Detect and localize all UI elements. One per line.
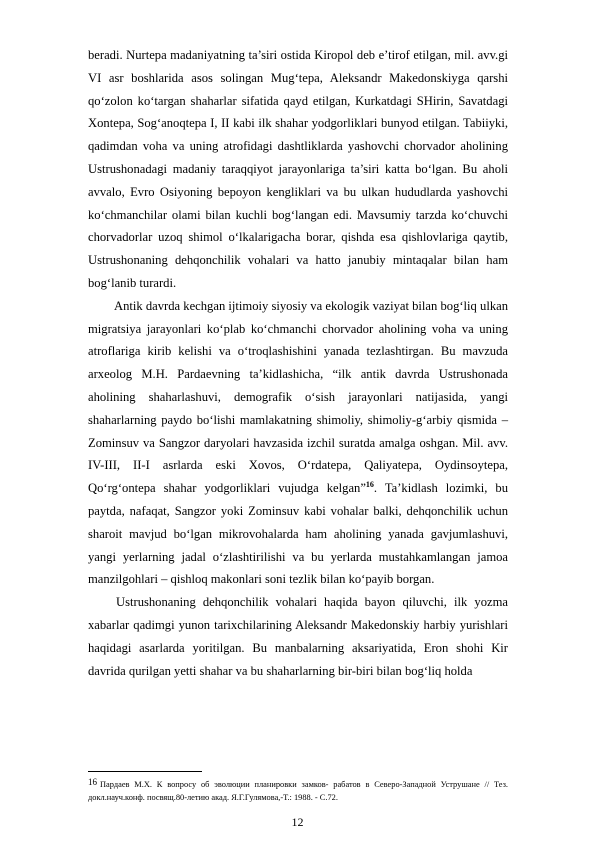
paragraph-2-text: Antik davrda kechgan ijtimoiy siyosiy va ekologik vaziyat bilan bog‘liq ulkan migratsiya jarayonlari ko‘plab ko‘chmanchi chorvador aholining voha va uning atroflariga kirib kelishi va o‘troqlashishini yanada tezlashtirgan. Bu mavzuda arxeolog M.H. Pardaevning ta’kidlashicha, “ilk antik davrda Ustrushonada aholining shaharlashuvi, demografik o‘sish jarayonlari natijasida, yangi shaharlarning paydo bo‘lishi mamlakatning shimoliy, shimoliy-g‘arbiy qismida – Zominsuv va Sangzor daryolari havzasida izchil suratda amalga oshgan. Mil. avv. IV-III, II-I asrlarda eski Xovos, O‘rdatepa, Qaliyatepa, Oydinsoytepa, Qo‘rg‘ontepa shahar yodgorliklari vujudga kelgan” [88, 298, 508, 496]
paragraph-1: beradi. Nurtepa madaniyatning ta’siri ostida Kiropol deb e’tirof etilgan, mil. avv.gi VI asr boshlarida asos solingan Mug‘tepa, Aleksandr Makedonskiyga qarshi qo‘zolon ko‘targan shaharlar sifatida qayd etilgan, Kurkatdagi SHirin, Savatdagi Xontepa, Sog‘anoqtepa I, II kabi ilk shahar yodgorliklari bunyod etilgan. Tabiiyki, qadimdan voha va uning atrofidagi dashtliklarda yashovchi chorvador aholining Ustrushonadagi madaniy taraqqiyot jarayonlariga ta’siri katta bo‘lgan. Bu aholi avvalo, Evro Osiyoning bepoyon kengliklari va bu ulkan hududlarda yashovchi ko‘chmanchilar olami bilan kuchli bog‘langan edi. Mavsumiy tarzda ko‘chuvchi chorvadorlar uzoq shimol o‘lkalarigacha borar, qishda esa qishlovlariga qaytib, Ustrushonaning dehqonchilik vohalari va hatto janubiy mintaqalar bilan ham bog‘lanib turardi. [88, 48, 508, 290]
paragraph-3: Ustrushonaning dehqonchilik vohalari haqida bayon qiluvchi, ilk yozma xabarlar qadimgi yunon tarixchilarining Aleksandr Makedonskiy harbiy yurishlari haqidagi asarlarda yoritilgan. Bu manbalarning aksariyatida, Eron shohi Kir davrida qurilgan yetti shahar va bu shaharlarning bir-biri bilan bog‘liq holda [88, 595, 508, 678]
footnote-divider [88, 771, 202, 772]
paragraph-2-tail: . Ta’kidlash lozimki, bu paytda, nafaqat, Sangzor yoki Zominsuv kabi vohalar balki, dehqonchilik uchun sharoit mavjud bo‘lgan mikrovohalarda ham aholining yanada gavjumlashuvi, yangi yerlarning jadal o‘zlashtirilishi va bu yerlarda mustahkamlangan jamoa manzilgohlari – qishloq makonlari soni tezlik bilan ko‘payib borgan. [88, 481, 508, 587]
footnote-text: Пардаев М.Х. К вопросу об эволюции планировки замков- рабатов в Северо-Западной Уструшане // Тез. докл.науч.конф. посвящ.80-летию акад. Я.Г.Гулямова,-Т.: 1988. - С.72. [88, 780, 508, 802]
page-number: 12 [291, 815, 304, 829]
paragraph-2 [88, 295, 508, 591]
footnote-reference[interactable]: 16 [365, 479, 374, 489]
footnote [88, 776, 508, 804]
body-text [88, 44, 508, 682]
footnote-number: 16 [88, 777, 97, 787]
